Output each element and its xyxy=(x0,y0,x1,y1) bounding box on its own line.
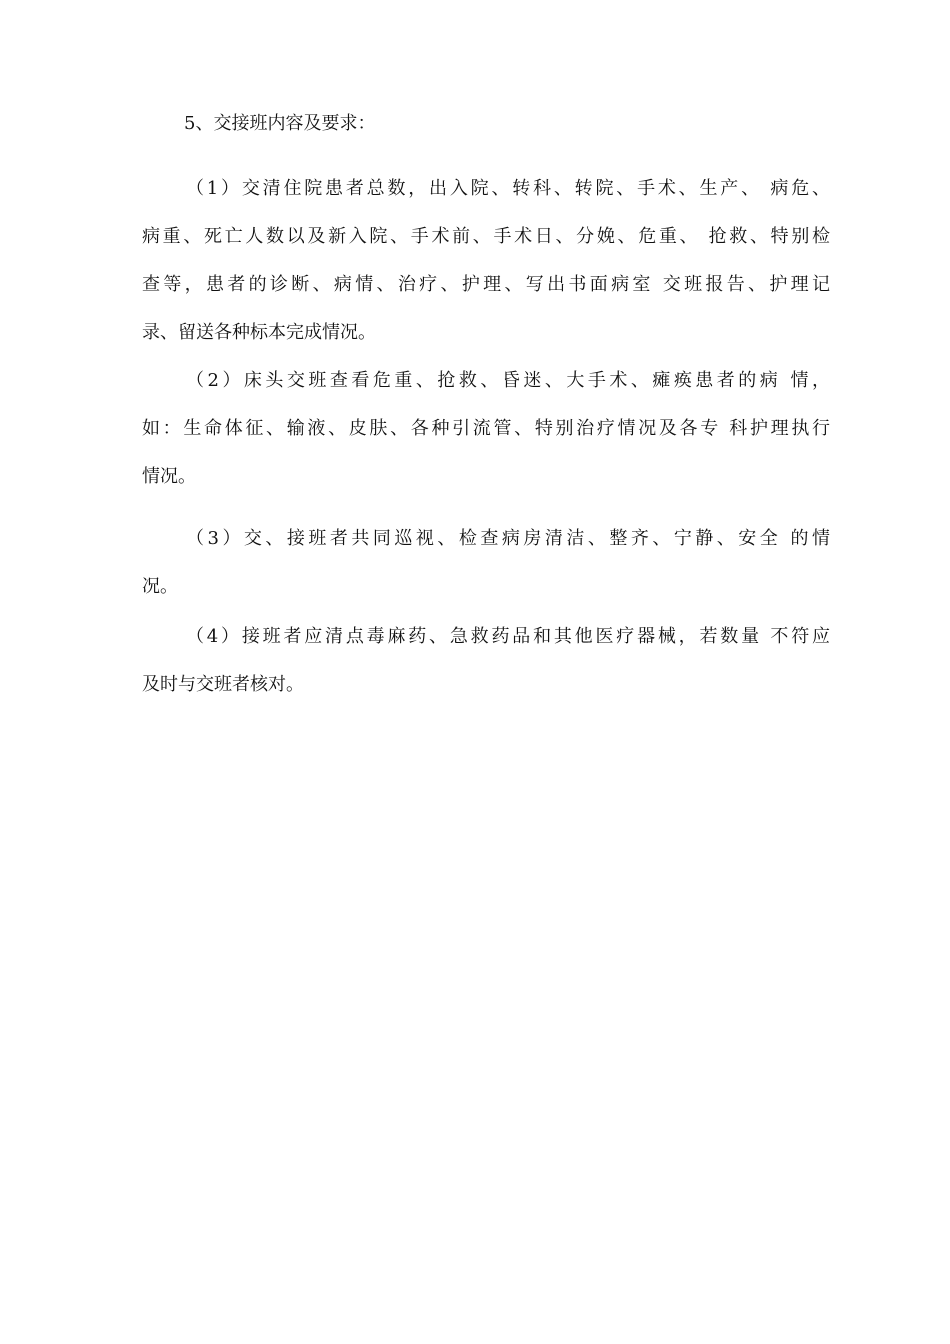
paragraph-4-line-2: 及时与交班者核对。 xyxy=(142,674,304,695)
paragraph-2-line-1: （2）床头交班查看危重、抢救、昏迷、大手术、瘫痪患者的病 情， xyxy=(186,370,830,391)
paragraph-3-line-1: （3）交、接班者共同巡视、检查病房清洁、整齐、宁静、安全 的情 xyxy=(186,528,830,549)
paragraph-1 xyxy=(142,165,830,357)
paragraph-2 xyxy=(142,357,830,501)
paragraph-3 xyxy=(142,515,830,611)
paragraph-2-line-2: 如：生命体征、输液、皮肤、各种引流管、特别治疗情况及各专 科护理执行 xyxy=(142,418,830,439)
paragraph-3-line-2: 况。 xyxy=(142,576,178,597)
paragraph-4 xyxy=(142,613,830,709)
paragraph-2-line-3: 情况。 xyxy=(142,466,196,487)
section-heading: 5、交接班内容及要求： xyxy=(184,113,376,134)
paragraph-1-line-1: （1）交清住院患者总数，出入院、转科、转院、手术、生产、 病危、 xyxy=(186,178,830,199)
paragraph-1-line-2: 病重、死亡人数以及新入院、手术前、手术日、分娩、危重、 抢救、特别检 xyxy=(142,226,830,247)
paragraph-1-line-3: 查等，患者的诊断、病情、治疗、护理、写出书面病室 交班报告、护理记 xyxy=(142,274,830,295)
paragraph-4-line-1: （4）接班者应清点毒麻药、急救药品和其他医疗器械，若数量 不符应 xyxy=(186,626,830,647)
paragraph-1-line-4: 录、留送各种标本完成情况。 xyxy=(142,322,376,343)
